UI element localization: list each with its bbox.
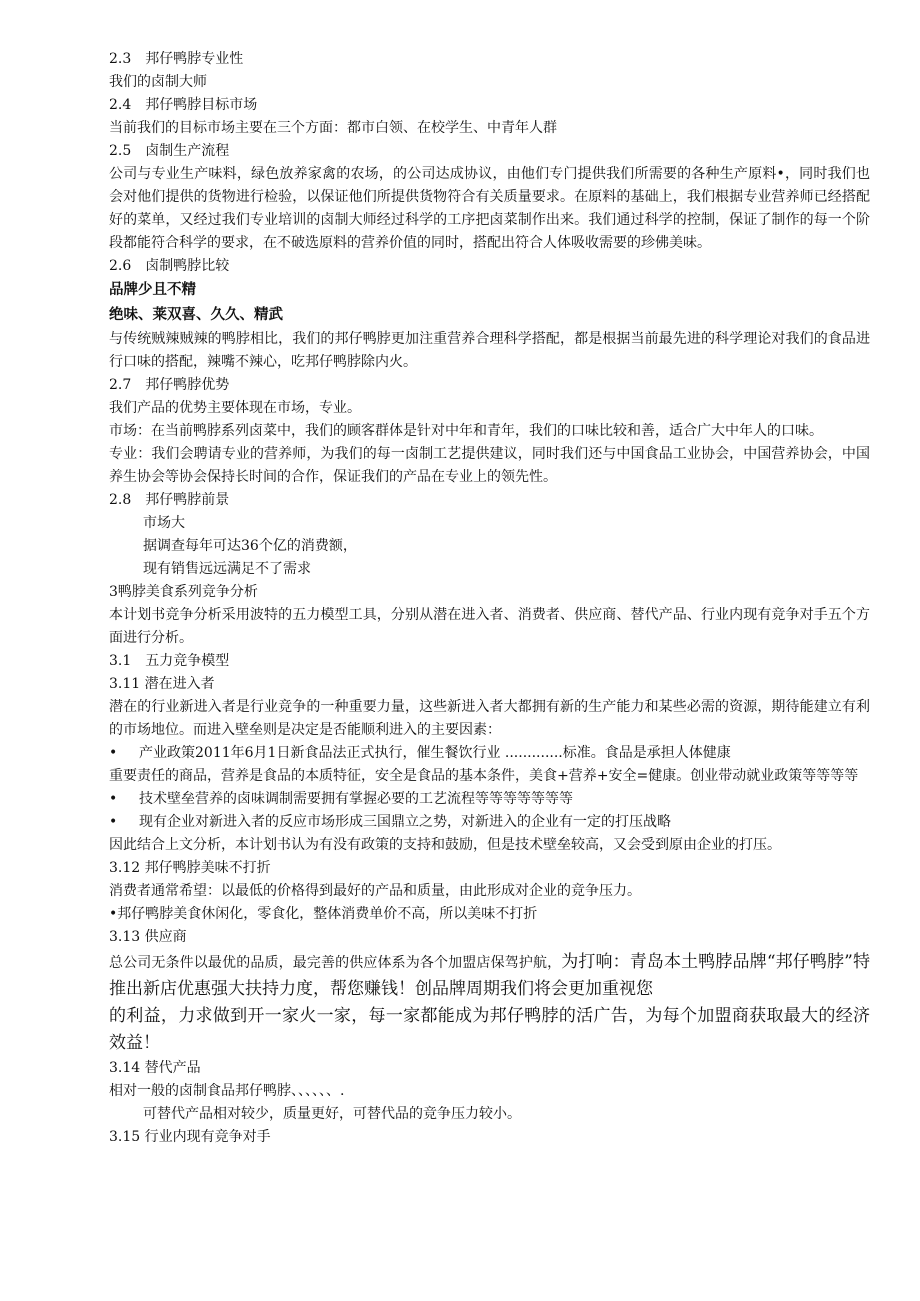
- bullet-item: [109, 742, 870, 765]
- paragraph: 与传统贼辣贼辣的鸭脖相比，我们的邦仔鸭脖更加注重营养合理科学搭配，都是根据当前最先进的科学理论对我们的食品进行口味的搭配，辣嘴不辣心，吃邦仔鸭脖除内火。: [109, 331, 870, 370]
- paragraph-part: 总公司无条件以最优的品质，最完善的供应体系为各个加盟店保驾护航，: [109, 955, 562, 971]
- section-heading-3-1: 3.1 五力竞争模型: [109, 653, 230, 669]
- section-heading-2-3: 2.3 邦仔鸭脖专业性: [109, 51, 244, 67]
- bullet-mark: •: [109, 745, 118, 761]
- paragraph: 当前我们的目标市场主要在三个方面：都市白领、在校学生、中青年人群: [109, 120, 557, 136]
- bullet-text: 现有企业对新进入者的反应市场形成三国鼎立之势，对新进入的企业有一定的打压战略: [139, 814, 671, 830]
- paragraph: 潜在的行业新进入者是行业竞争的一种重要力量，这些新进入者大都拥有新的生产能力和某些必需的资源，期待能建立有利的市场地位。而进入壁垒则是决定是否能顺利进入的主要因素：: [109, 699, 870, 738]
- paragraph: 市场：在当前鸭脖系列卤菜中，我们的顾客群体是针对中年和青年，我们的口味比较和善，适合广大中年人的口味。: [109, 423, 823, 439]
- section-heading-3-12: 3.12 邦仔鸭脖美味不打折: [109, 860, 271, 876]
- bullet-item: [109, 811, 870, 834]
- paragraph: 消费者通常希望：以最低的价格得到最好的产品和质量，由此形成对企业的竞争压力。: [109, 883, 641, 899]
- bullet-item: [109, 788, 870, 811]
- bold-line: 品牌少且不精: [109, 282, 196, 298]
- section-heading-2-6: 2.6 卤制鸭脖比较: [109, 258, 230, 274]
- bold-line: 绝味、莱双喜、久久、精武: [109, 307, 283, 323]
- section-heading-3: 3鸭脖美食系列竞争分析: [109, 584, 258, 600]
- section-heading-2-5: 2.5 卤制生产流程: [109, 143, 230, 159]
- paragraph: 重要责任的商品，营养是食品的本质特征，安全是食品的基本条件，美食+营养+安全=健康。创业带动就业政策等等等等: [109, 768, 859, 784]
- section-heading-3-13: 3.13 供应商: [109, 929, 187, 945]
- paragraph: 公司与专业生产味料，绿色放养家禽的农场，的公司达成协议，由他们专门提供我们所需要的各种生产原料•，同时我们也会对他们提供的货物进行检验，以保证他们所提供货物符合有关质量要求。在原料的基础上，我们根据专业营养师已经搭配好的菜单，又经过我们专业培训的卤制大师经过科学的工序把卤菜制作出来。我们通过科学的控制，保证了制作的每一个阶段都能符合科学的要求，在不破选原料的营养价值的同时，搭配出符合人体吸收需要的珍佛美味。: [109, 166, 870, 251]
- indented-line: 可替代产品相对较少，质量更好，可替代品的竞争压力较小。: [143, 1106, 521, 1122]
- bullet-text: 技术壁垒营养的卤味调制需要拥有掌握必要的工艺流程等等等等等等等: [139, 791, 573, 807]
- section-heading-2-4: 2.4 邦仔鸭脖目标市场: [109, 97, 258, 113]
- indented-line: 市场大: [143, 515, 185, 531]
- section-heading-3-15: 3.15 行业内现有竞争对手: [109, 1129, 271, 1145]
- bullet-text: 产业政策2011年6月1日新食品法正式执行，催生餐饮行业 .............标准。食品是承担人体健康: [139, 745, 731, 761]
- indented-line: 据调查每年可达36个亿的消费额，: [143, 538, 357, 554]
- paragraph: 专业：我们会聘请专业的营养师，为我们的每一卤制工艺提供建议，同时我们还与中国食品工业协会，中国营养协会，中国养生协会等协会保持长时间的合作，保证我们的产品在专业上的领先性。: [109, 446, 870, 485]
- bullet-mark: •: [109, 814, 118, 830]
- paragraph: 相对一般的卤制食品邦仔鸭脖、、、、、、.: [109, 1083, 345, 1099]
- section-heading-2-8: 2.8 邦仔鸭脖前景: [109, 492, 230, 508]
- paragraph: 我们产品的优势主要体现在市场，专业。: [109, 400, 361, 416]
- bullet-mark: •: [109, 791, 118, 807]
- paragraph-part-large: 为打响：青岛本土鸭脖品牌“邦仔鸭脖”特推出新店优惠强大扶持力度，帮您赚钱！创品牌周期我们将会更加重视您: [109, 952, 870, 999]
- paragraph: [109, 949, 870, 1003]
- indented-line: 现有销售远远满足不了需求: [143, 561, 311, 577]
- paragraph: 我们的卤制大师: [109, 74, 207, 90]
- section-heading-3-14: 3.14 替代产品: [109, 1060, 201, 1076]
- section-heading-3-11: 3.11 潜在进入者: [109, 676, 215, 692]
- paragraph: 因此结合上文分析，本计划书认为有没有政策的支持和鼓励，但是技术壁垒较高，又会受到原由企业的打压。: [109, 837, 781, 853]
- paragraph: •邦仔鸭脖美食休闲化，零食化，整体消费单价不高，所以美味不打折: [109, 906, 538, 922]
- section-heading-2-7: 2.7 邦仔鸭脖优势: [109, 377, 230, 393]
- paragraph-large: 的利益，力求做到开一家火一家，每一家都能成为邦仔鸭脖的活广告，为每个加盟商获取最大的经济效益！: [109, 1006, 870, 1053]
- paragraph: 本计划书竞争分析采用波特的五力模型工具，分别从潜在进入者、消费者、供应商、替代产品、行业内现有竞争对手五个方面进行分析。: [109, 607, 870, 646]
